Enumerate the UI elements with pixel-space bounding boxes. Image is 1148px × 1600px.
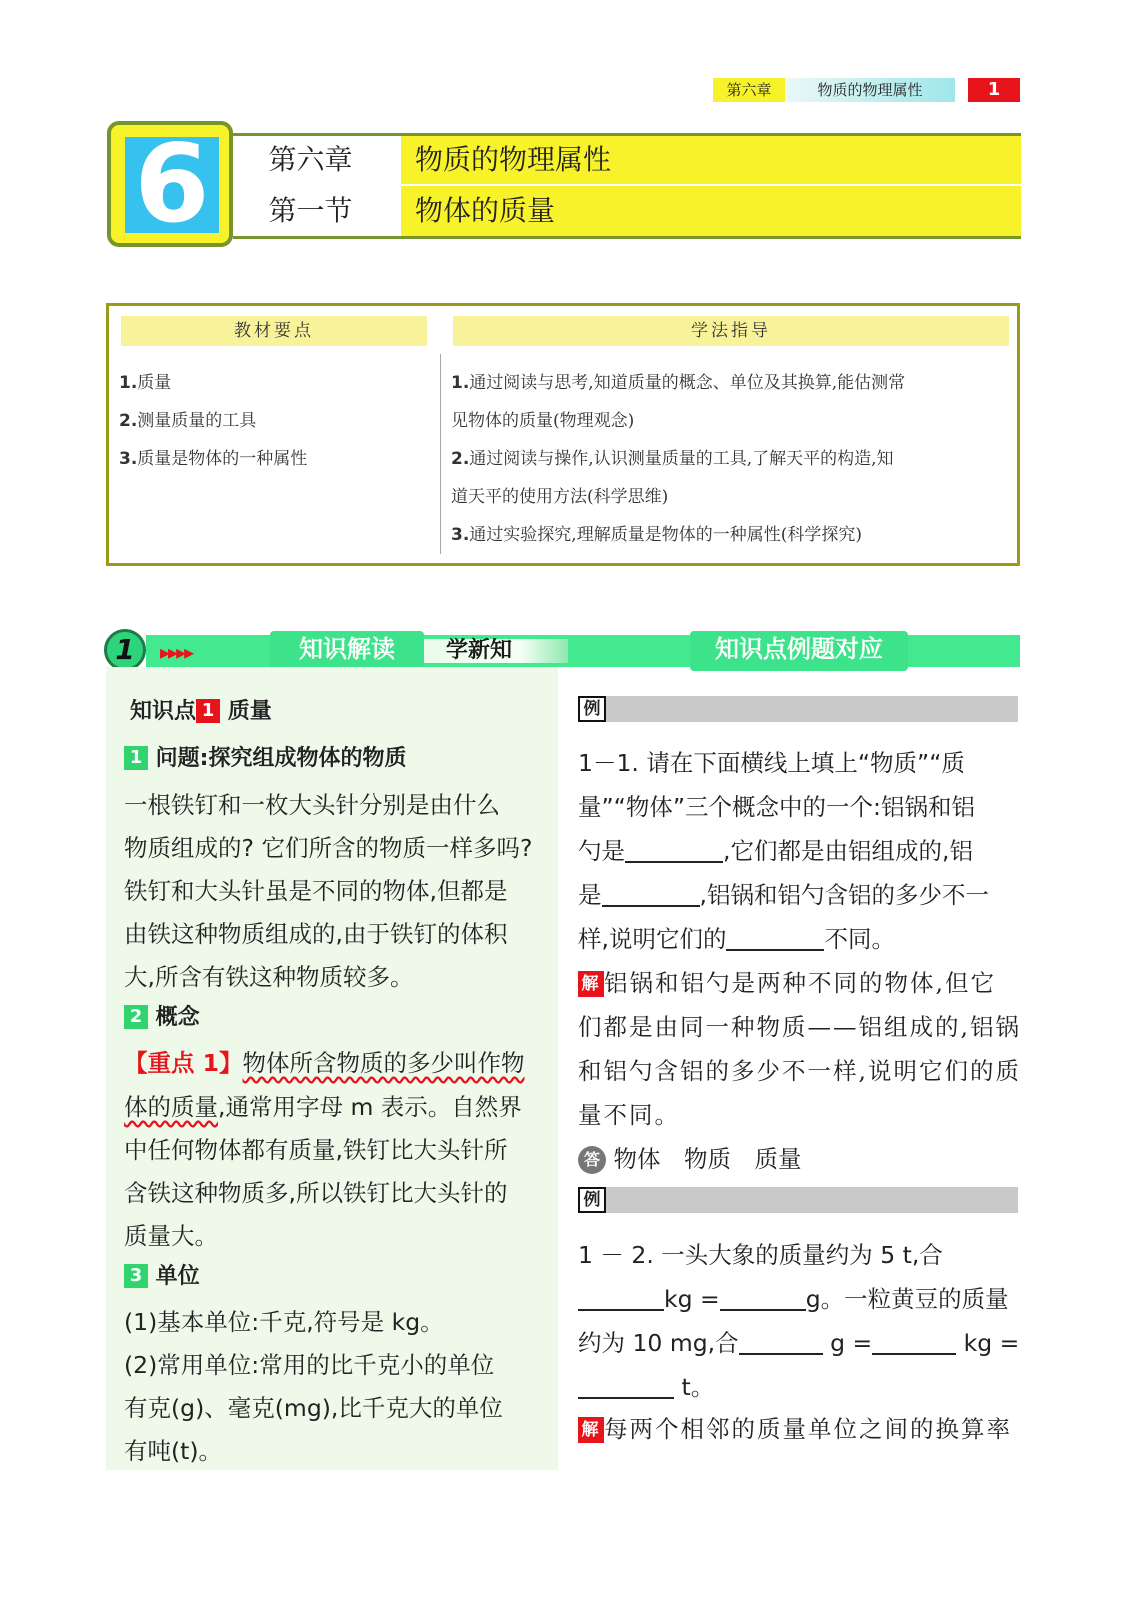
answer-blank xyxy=(739,1331,823,1355)
question-line: 是 ,铝锅和铝勺含铝的多少不一 xyxy=(578,881,989,909)
subheading-question: 1 问题:探究组成物体的物质 xyxy=(124,741,406,772)
example-tag: 例 xyxy=(578,1187,606,1213)
solution-line: 和铝勺含铝的多少不一样,说明它们的质 xyxy=(578,1057,1021,1085)
question-line: kg = g。一粒黄豆的质量 xyxy=(578,1280,1009,1314)
question-line: 约为 10 mg,合 g = kg = xyxy=(578,1329,1020,1357)
study-guide-line: 道天平的使用方法(科学思维) xyxy=(451,487,669,507)
paragraph-line: 质量大。 xyxy=(124,1222,218,1250)
key-point-item: 2.测量质量的工具 xyxy=(119,411,257,431)
study-guide-line: 3.通过实验探究,理解质量是物体的一种属性(科学探究) xyxy=(451,525,862,545)
solution-tag: 解 xyxy=(578,1417,604,1443)
paragraph-line: 由铁这种物质组成的,由于铁钉的体积 xyxy=(124,920,508,948)
knowledge-point-number: 1 xyxy=(196,699,220,723)
paragraph-line: 中任何物体都有质量,铁钉比大头针所 xyxy=(124,1136,508,1164)
key-point-item: 1.质量 xyxy=(119,373,172,393)
example-tag: 例 xyxy=(578,696,606,722)
question-line: 量”“物体”三个概念中的一个:铝锅和铝 xyxy=(578,793,975,821)
key-definition-line: 【重点 1】物体所含物质的多少叫作物 xyxy=(124,1049,525,1077)
solution-line: 解 铝锅和铝勺是两种不同的物体,但它 xyxy=(578,964,996,998)
example-bar xyxy=(578,1187,1018,1213)
question-line: 1 － 2. 一头大象的质量约为 5 t,合 xyxy=(578,1241,943,1269)
chapter-number-badge xyxy=(107,121,233,247)
study-guide-line: 2.通过阅读与操作,认识测量质量的工具,了解天平的构造,知 xyxy=(451,449,894,469)
knowledge-point-heading: 知识点 1 质量 xyxy=(130,699,272,724)
solution-line: 解 每两个相邻的质量单位之间的换算率 xyxy=(578,1410,1012,1444)
chapter-label: 第六章 xyxy=(233,136,388,184)
paragraph-line: 铁钉和大头针虽是不同的物体,但都是 xyxy=(124,877,508,905)
question-line: 1－1. 请在下面横线上填上“物质”“质 xyxy=(578,749,965,777)
paragraph-line: 有克(g)、毫克(mg),比千克大的单位 xyxy=(124,1394,503,1422)
example-bar xyxy=(578,696,1018,722)
chapter-number: 6 xyxy=(125,137,219,233)
key-point-item: 3.质量是物体的一种属性 xyxy=(119,449,308,469)
study-guide-line: 1.通过阅读与思考,知道质量的概念、单位及其换算,能估测常 xyxy=(451,373,906,393)
key-point-tag: 【重点 1】 xyxy=(124,1049,243,1077)
question-line: 勺是 ,它们都是由铝组成的,铝 xyxy=(578,837,973,865)
paragraph-line: (2)常用单位:常用的比千克小的单位 xyxy=(124,1351,495,1379)
paragraph-line: 有吨(t)。 xyxy=(124,1437,223,1465)
running-header-title: 物质的物理属性 xyxy=(785,78,955,102)
answer-blank xyxy=(602,883,700,907)
paragraph-line: 一根铁钉和一枚大头针分别是由什么 xyxy=(124,791,500,819)
solution-line: 量不同。 xyxy=(578,1101,680,1129)
running-header-chapter: 第六章 xyxy=(713,78,785,102)
section-row xyxy=(233,186,1021,239)
answer-blank xyxy=(578,1375,674,1399)
paragraph-line: 含铁这种物质多,所以铁钉比大头针的 xyxy=(124,1179,508,1207)
answer-blank xyxy=(872,1331,956,1355)
answer-blank xyxy=(726,927,824,951)
answer-line: 答 物体 物质 质量 xyxy=(578,1140,801,1174)
section-label: 第一节 xyxy=(233,186,388,236)
answer-blank xyxy=(625,839,723,863)
study-guide-header: 学法指导 xyxy=(453,316,1009,346)
section-number-badge: 1 xyxy=(104,629,146,671)
section-tab-examples: 知识点例题对应 xyxy=(690,631,908,671)
answer-blank xyxy=(720,1287,806,1311)
answer-tag: 答 xyxy=(578,1146,606,1174)
solution-tag: 解 xyxy=(578,971,604,997)
question-line: t。 xyxy=(578,1368,714,1402)
subheading-unit: 3 单位 xyxy=(124,1259,200,1290)
chapter-title: 物质的物理属性 xyxy=(401,136,1021,184)
solution-line: 们都是由同一种物质——铝组成的,铝锅 xyxy=(578,1013,1021,1041)
arrow-icons: ▸▸▸▸ xyxy=(160,640,193,664)
paragraph-line: 物质组成的? 它们所含的物质一样多吗? xyxy=(124,834,533,862)
column-divider xyxy=(440,354,441,554)
key-points-table xyxy=(106,303,1020,566)
section-bar xyxy=(146,635,1020,667)
study-guide-line: 见物体的质量(物理观念) xyxy=(451,411,635,431)
section-tab-learn: 学新知 xyxy=(446,638,513,663)
key-points-header: 教材要点 xyxy=(121,316,427,346)
section-title: 物体的质量 xyxy=(401,186,1021,236)
paragraph-line: 大,所含有铁这种物质较多。 xyxy=(124,963,414,991)
key-definition-line: 体的质量,通常用字母 m 表示。自然界 xyxy=(124,1093,522,1121)
section-tab-knowledge: 知识解读 xyxy=(270,631,424,671)
page-number: 1 xyxy=(968,78,1020,102)
question-line: 样,说明它们的 不同。 xyxy=(578,925,895,953)
paragraph-line: (1)基本单位:千克,符号是 kg。 xyxy=(124,1308,444,1336)
answer-blank xyxy=(578,1287,664,1311)
chapter-row xyxy=(233,133,1021,184)
subheading-concept: 2 概念 xyxy=(124,1000,200,1031)
